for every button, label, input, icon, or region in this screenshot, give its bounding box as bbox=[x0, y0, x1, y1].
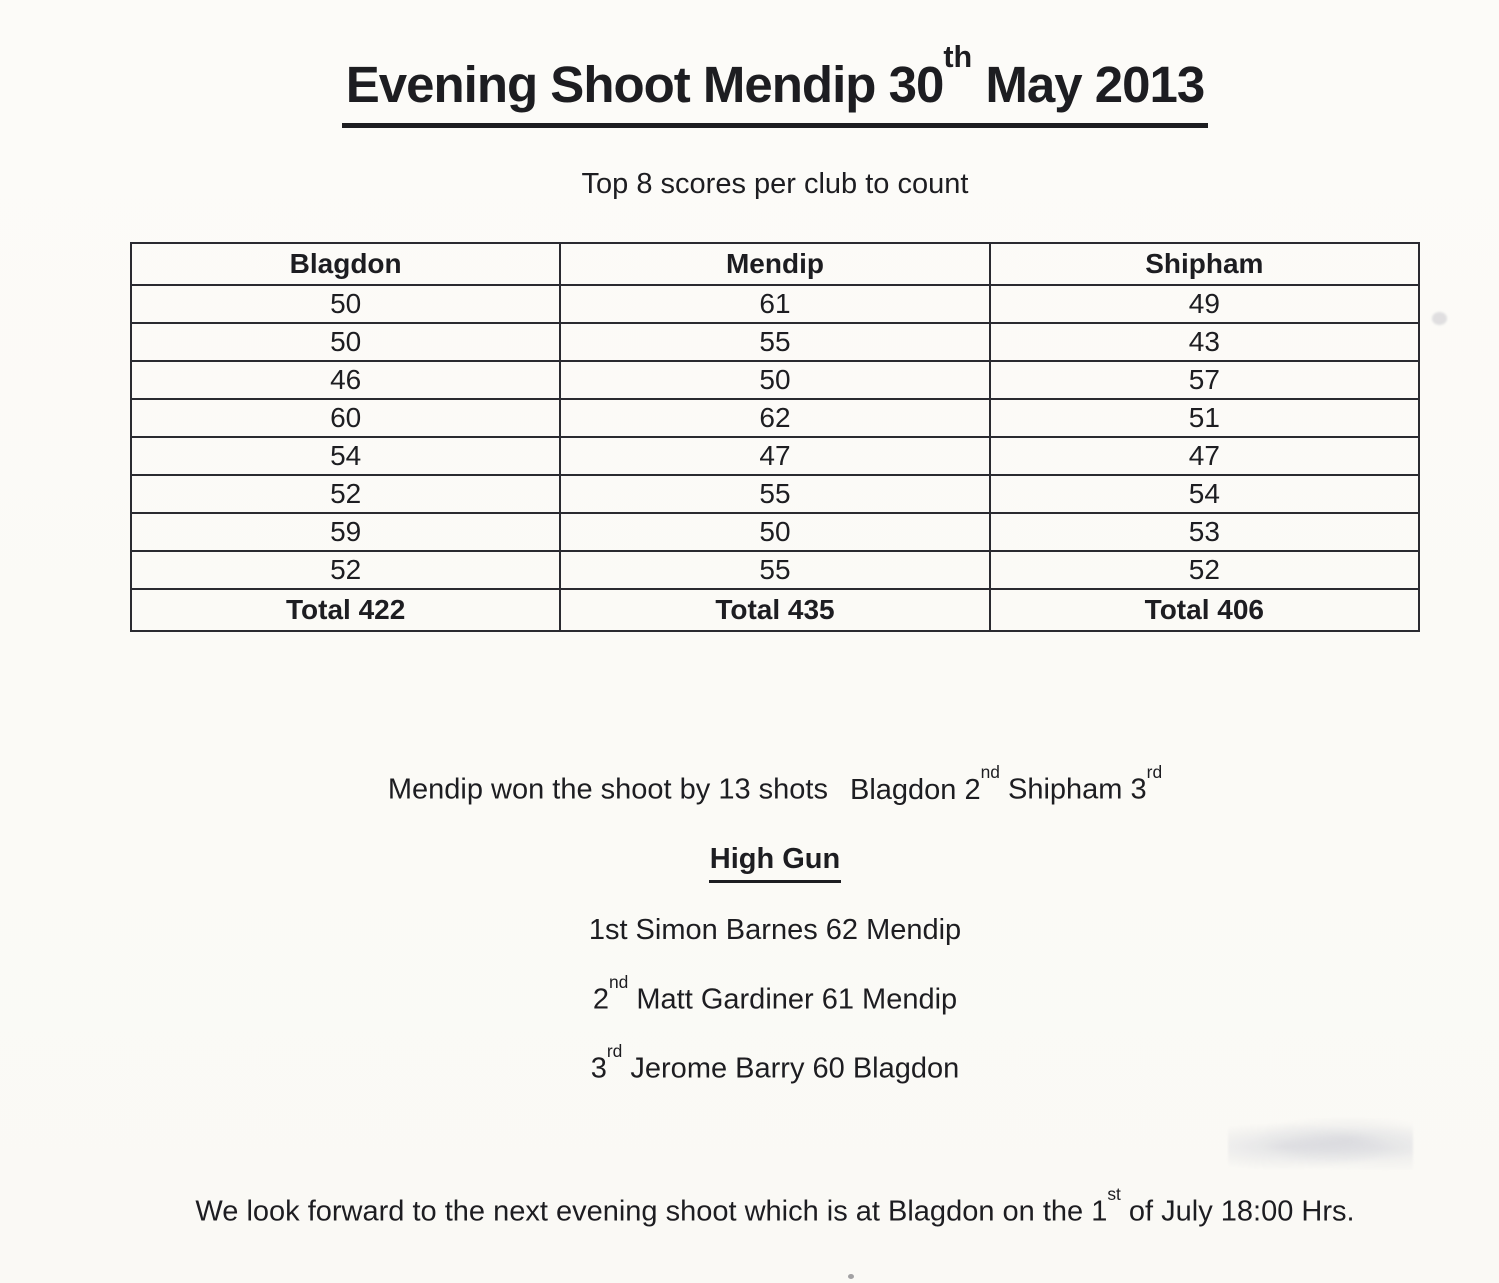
column-header-mendip: Mendip bbox=[560, 243, 989, 285]
footer-text-pre: We look forward to the next evening shoot which is at Blagdon on the 1 bbox=[195, 1195, 1108, 1228]
score-cell: 46 bbox=[131, 361, 560, 399]
page-title bbox=[130, 40, 1420, 128]
score-cell: 55 bbox=[560, 323, 989, 361]
scores-table-body bbox=[131, 285, 1419, 631]
score-cell: 50 bbox=[560, 513, 989, 551]
score-cell: 50 bbox=[131, 323, 560, 361]
table-row bbox=[131, 361, 1419, 399]
score-cell: 60 bbox=[131, 399, 560, 437]
score-cell: 47 bbox=[990, 437, 1419, 475]
table-row bbox=[131, 475, 1419, 513]
totals-row bbox=[131, 589, 1419, 631]
page-title-underlined-text bbox=[342, 40, 1208, 128]
second-place-name: Matt Gardiner 61 Mendip bbox=[628, 983, 958, 1016]
score-cell: 54 bbox=[131, 437, 560, 475]
second-place-superscript: nd bbox=[608, 972, 629, 993]
high-gun-third-place bbox=[130, 1041, 1420, 1086]
score-cell: 50 bbox=[131, 285, 560, 323]
high-gun-first-place: 1st Simon Barnes 62 Mendip bbox=[588, 914, 962, 946]
scores-table-head bbox=[131, 243, 1419, 285]
table-row bbox=[131, 513, 1419, 551]
result-third-place: Shipham 3 bbox=[999, 773, 1147, 806]
score-cell: 54 bbox=[990, 475, 1419, 513]
score-cell: 61 bbox=[560, 285, 989, 323]
score-cell: 49 bbox=[990, 285, 1419, 323]
score-cell: 55 bbox=[560, 551, 989, 589]
footer-ordinal-superscript: st bbox=[1107, 1184, 1121, 1205]
scan-speck bbox=[1432, 312, 1447, 325]
score-cell: 52 bbox=[131, 551, 560, 589]
score-cell: 55 bbox=[560, 475, 989, 513]
title-text-tail: May 2013 bbox=[972, 56, 1205, 113]
score-cell: 52 bbox=[131, 475, 560, 513]
second-place-ordinal-superscript: nd bbox=[980, 762, 1000, 783]
score-cell: 57 bbox=[990, 361, 1419, 399]
table-row bbox=[131, 323, 1419, 361]
result-summary-line bbox=[130, 762, 1420, 807]
total-cell-mendip: Total 435 bbox=[560, 589, 989, 631]
table-row bbox=[131, 399, 1419, 437]
score-cell: 59 bbox=[131, 513, 560, 551]
scan-speck bbox=[848, 1274, 854, 1279]
score-cell: 47 bbox=[560, 437, 989, 475]
score-cell: 52 bbox=[990, 551, 1419, 589]
third-place-name: Jerome Barry 60 Blagdon bbox=[622, 1052, 960, 1085]
table-row bbox=[131, 285, 1419, 323]
score-cell: 50 bbox=[560, 361, 989, 399]
title-ordinal-superscript: th bbox=[943, 40, 973, 75]
score-cell: 51 bbox=[990, 399, 1419, 437]
table-row bbox=[131, 551, 1419, 589]
title-text-pre: Evening Shoot Mendip 30 bbox=[345, 56, 944, 113]
scan-smudge bbox=[1228, 1118, 1413, 1170]
score-cell: 43 bbox=[990, 323, 1419, 361]
column-header-blagdon: Blagdon bbox=[131, 243, 560, 285]
second-place-number: 2 bbox=[592, 983, 609, 1016]
scores-table bbox=[130, 242, 1420, 632]
third-place-number: 3 bbox=[590, 1052, 607, 1085]
total-cell-shipham: Total 406 bbox=[990, 589, 1419, 631]
third-place-superscript: rd bbox=[606, 1041, 623, 1062]
next-shoot-announcement bbox=[130, 1184, 1420, 1229]
footer-text-post: of July 18:00 Hrs. bbox=[1120, 1195, 1355, 1228]
high-gun-heading bbox=[130, 843, 1420, 883]
total-cell-blagdon: Total 422 bbox=[131, 589, 560, 631]
score-cell: 53 bbox=[990, 513, 1419, 551]
score-cell: 62 bbox=[560, 399, 989, 437]
column-header-shipham: Shipham bbox=[990, 243, 1419, 285]
third-place-ordinal-superscript: rd bbox=[1146, 762, 1163, 783]
table-row bbox=[131, 437, 1419, 475]
subtitle: Top 8 scores per club to count bbox=[581, 168, 969, 200]
header-row bbox=[131, 243, 1419, 285]
result-second-place: Blagdon 2 bbox=[849, 773, 981, 806]
high-gun-heading-text: High Gun bbox=[709, 843, 841, 883]
result-winner-text: Mendip won the shoot by 13 shots bbox=[387, 773, 828, 806]
high-gun-second-place bbox=[130, 972, 1420, 1017]
